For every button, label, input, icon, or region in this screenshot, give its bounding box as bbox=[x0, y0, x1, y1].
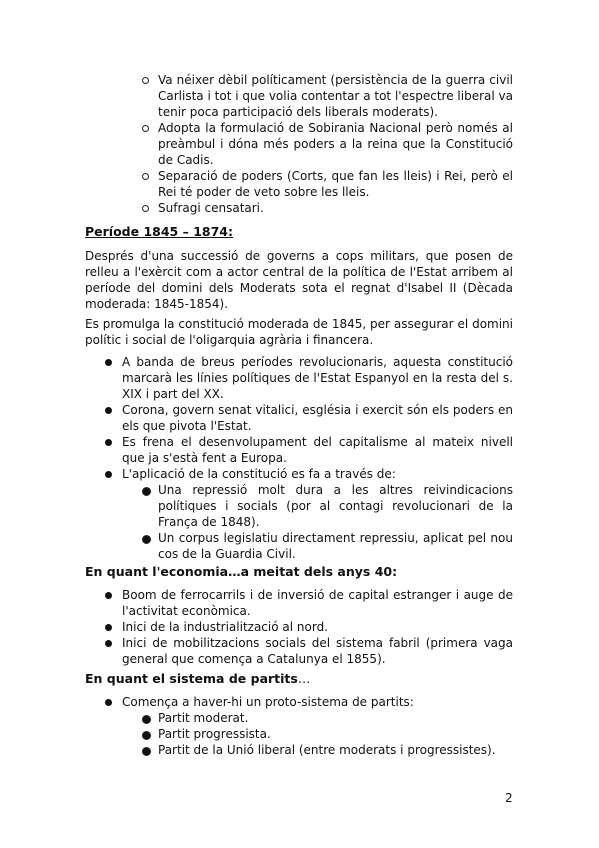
list-item: A banda de breus períodes revolucionaris, aquesta constitució marcarà les línies polítiques de l'Estat Espanyol en la resta del s. XIX i part del XX. bbox=[85, 354, 513, 402]
list-item: Sufragi censatari. bbox=[85, 200, 513, 216]
parties-bullet-list bbox=[85, 694, 513, 758]
paragraph: Es promulga la constitució moderada de 1845, per assegurar el domini polític i social de l'oligarquia agrària i financera. bbox=[85, 317, 513, 347]
period-bullet-list bbox=[85, 354, 513, 562]
list-item: Un corpus legislatiu directament repressiu, aplicat pel nou cos de la Guardia Civil. bbox=[122, 530, 513, 562]
filled-bullet-icon bbox=[105, 439, 112, 446]
list-item: Boom de ferrocarrils i de inversió de capital estranger i auge de l'activitat econòmica. bbox=[85, 587, 513, 619]
filled-bullet-icon bbox=[105, 640, 112, 647]
list-item: Es frena el desenvolupament del capitalisme al mateix nivell que ja s'està fent a Europa. bbox=[85, 434, 513, 466]
heading-ellipsis: … bbox=[297, 671, 311, 686]
hollow-bullet-icon bbox=[142, 535, 151, 544]
filled-bullet-icon bbox=[105, 471, 112, 478]
hollow-bullet-icon bbox=[142, 487, 151, 496]
list-item: Separació de poders (Corts, que fan les lleis) i Rei, però el Rei té poder de veto sobre les lleis. bbox=[85, 168, 513, 200]
list-item: L'aplicació de la constitució es fa a través de: Una repressió molt dura a les altres reivindicacions polítiques i socials (por al contagi revolucionari de la França de 1848). Un corpus legislatiu directament repressiu, aplicat pel nou cos de la Guardia Civil. bbox=[85, 466, 513, 562]
list-item: Inici de la industrialització al nord. bbox=[85, 619, 513, 635]
hollow-bullet-icon bbox=[142, 205, 149, 212]
list-item: Partit moderat. bbox=[122, 710, 513, 726]
filled-bullet-icon bbox=[105, 699, 112, 706]
page-number: 2 bbox=[505, 791, 513, 805]
list-item: Partit de la Unió liberal (entre moderats i progressistes). bbox=[122, 742, 513, 758]
hollow-bullet-icon bbox=[142, 731, 151, 740]
hollow-bullet-icon bbox=[142, 125, 149, 132]
filled-bullet-icon bbox=[105, 407, 112, 414]
paragraph: Després d'una successió de governs a cops militars, que posen de relleu a l'exèrcit com a actor central de la política de l'Estat arribem al període del domini dels Moderats sota el regnat d'Isabel II (Dècada moderada: 1845-1854). bbox=[85, 249, 513, 311]
list-item: Adopta la formulació de Sobirania Nacional però només al preàmbul i dóna més poders a la reina que la Constitució de Cadis. bbox=[85, 120, 513, 168]
economy-bullet-list bbox=[85, 587, 513, 667]
section-heading-economy: En quant l'economia…a meitat dels anys 40: bbox=[85, 564, 398, 579]
hollow-bullet-icon bbox=[142, 173, 149, 180]
heading-text: En quant el sistema de partits bbox=[85, 671, 298, 686]
filled-bullet-icon bbox=[105, 624, 112, 631]
list-item: Va néixer dèbil políticament (persistència de la guerra civil Carlista i tot i que volia contentar a tot l'espectre liberal va tenir poca participació dels liberals moderats). bbox=[85, 72, 513, 120]
hollow-bullet-icon bbox=[142, 715, 151, 724]
list-item: Inici de mobilitzacions socials del sistema fabril (primera vaga general que comença a Catalunya el 1855). bbox=[85, 635, 513, 667]
list-item: Una repressió molt dura a les altres reivindicacions polítiques i socials (por al contagi revolucionari de la França de 1848). bbox=[122, 482, 513, 530]
filled-bullet-icon bbox=[105, 359, 112, 366]
section-heading-period: Període 1845 – 1874: bbox=[85, 224, 233, 239]
section-heading-parties bbox=[85, 671, 513, 687]
list-item: Partit progressista. bbox=[122, 726, 513, 742]
hollow-bullet-icon bbox=[142, 747, 151, 756]
filled-bullet-icon bbox=[105, 592, 112, 599]
list-item: Comença a haver-hi un proto-sistema de partits: Partit moderat. Partit progressista. Partit de la Unió liberal (entre moderats i progressistes). bbox=[85, 694, 513, 758]
constitution-features-list bbox=[85, 72, 513, 216]
hollow-bullet-icon bbox=[142, 77, 149, 84]
list-item: Corona, govern senat vitalici, església i exercit són els poders en els que pivota l'Estat. bbox=[85, 402, 513, 434]
